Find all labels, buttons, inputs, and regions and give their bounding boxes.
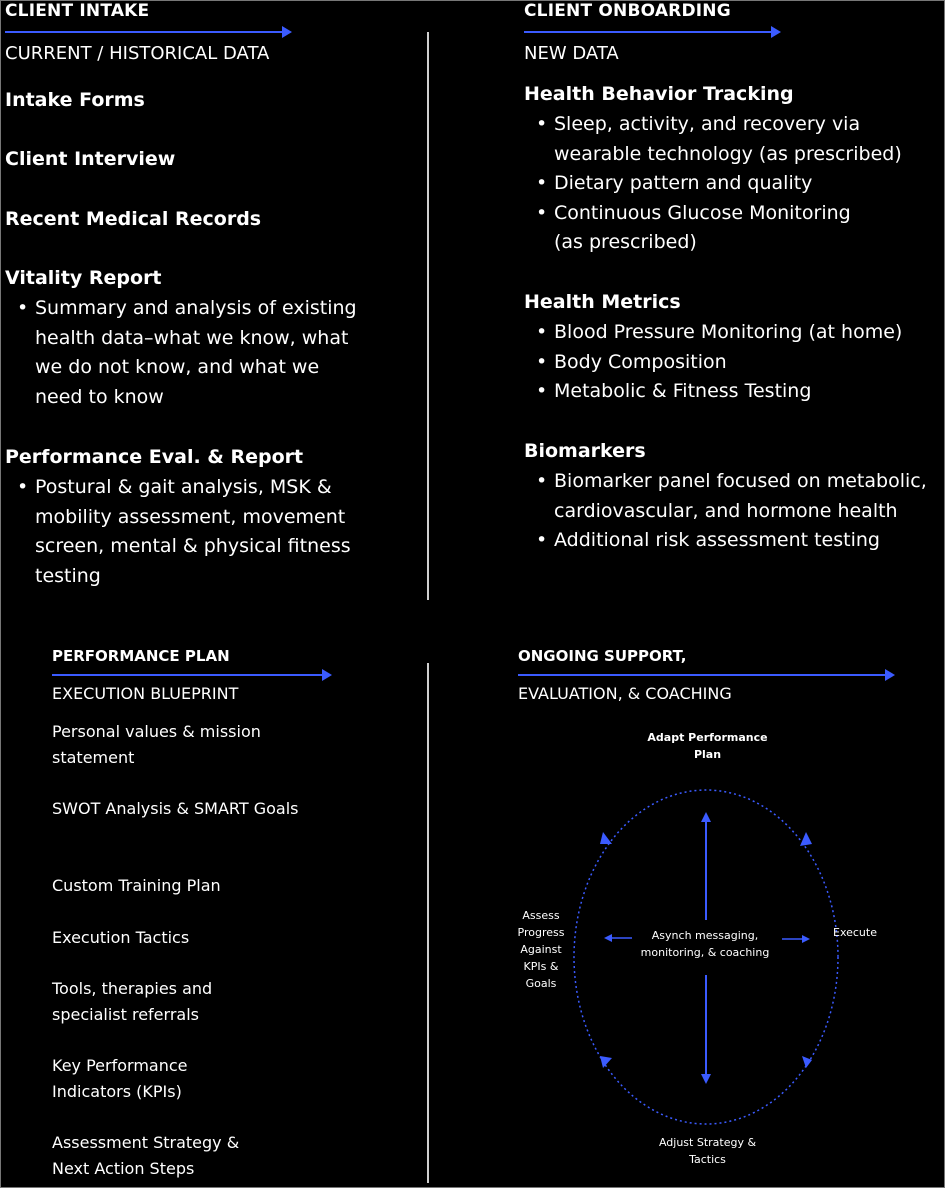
- performance-eval: Performance Eval. & Report: [5, 446, 304, 468]
- plan-item: Custom Training Plan: [52, 876, 221, 895]
- down-arrow-head: [701, 1074, 711, 1084]
- vitality-report: Vitality Report: [5, 267, 162, 289]
- metrics-bullets: [524, 318, 942, 407]
- plan-subtitle: EXECUTION BLUEPRINT: [52, 684, 239, 703]
- tracking-bullet: • Continuous Glucose Monitoring (as prescribed): [524, 199, 874, 258]
- bottom-divider: [427, 663, 429, 1183]
- tracking-bullet: • Dietary pattern and quality: [524, 169, 942, 199]
- performance-bullet: • Postural & gait analysis, MSK & mobility assessment, movement screen, mental & physical fitness testing: [5, 473, 370, 591]
- left-arrow-head: [604, 934, 612, 942]
- medical-records: Recent Medical Records: [5, 208, 262, 230]
- metrics-bullet: • Blood Pressure Monitoring (at home): [524, 318, 942, 348]
- plan-arrow: [52, 674, 330, 676]
- intake-arrow: [5, 31, 290, 33]
- support-arrow: [518, 674, 893, 676]
- plan-item: SWOT Analysis & SMART Goals: [52, 799, 299, 818]
- cycle-arrowhead: [800, 832, 812, 846]
- vitality-bullets: [5, 294, 370, 412]
- tracking-bullets: [524, 110, 942, 258]
- support-title: ONGOING SUPPORT,: [518, 647, 687, 665]
- biomarker-bullets: [524, 467, 942, 556]
- biomarkers-heading: Biomarkers: [524, 440, 646, 462]
- cycle-bottom-label: Adjust Strategy & Tactics: [658, 1136, 757, 1166]
- tracking-bullet: • Sleep, activity, and recovery via wearable technology (as prescribed): [524, 110, 942, 169]
- plan-title: PERFORMANCE PLAN: [52, 647, 230, 665]
- metrics-bullet: • Metabolic & Fitness Testing: [524, 377, 942, 407]
- top-divider: [427, 32, 429, 600]
- cycle-center-label: Asynch messaging, monitoring, & coaching: [640, 929, 770, 959]
- intake-title: CLIENT INTAKE: [5, 1, 150, 21]
- performance-bullets: [5, 473, 370, 591]
- onboarding-arrow: [524, 31, 779, 33]
- intake-forms: Intake Forms: [5, 89, 145, 111]
- plan-item: Execution Tactics: [52, 928, 190, 947]
- cycle-top-label: Adapt Performance Plan: [647, 731, 768, 761]
- biomarker-bullet: • Biomarker panel focused on metabolic, cardiovascular, and hormone health: [524, 467, 942, 526]
- intake-subtitle: CURRENT / HISTORICAL DATA: [5, 43, 270, 64]
- right-arrow-head: [802, 935, 810, 943]
- onboarding-title: CLIENT ONBOARDING: [524, 1, 731, 21]
- metrics-heading: Health Metrics: [524, 291, 681, 313]
- plan-item: Personal values & mission statement: [52, 722, 261, 767]
- plan-item: Key Performance Indicators (KPIs): [52, 1056, 188, 1101]
- support-subtitle: EVALUATION, & COACHING: [518, 684, 732, 703]
- client-interview: Client Interview: [5, 148, 176, 170]
- plan-item: Assessment Strategy & Next Action Steps: [52, 1133, 240, 1178]
- vitality-bullet: • Summary and analysis of existing health data–what we know, what we do not know, and what we need to know: [5, 294, 370, 412]
- cycle-left-label: Assess Progress Against KPIs & Goals: [517, 909, 565, 990]
- cycle-right-label: Execute: [833, 926, 877, 939]
- cycle-arrowhead: [600, 832, 612, 844]
- metrics-bullet: • Body Composition: [524, 348, 942, 378]
- plan-item: Tools, therapies and specialist referrals: [52, 979, 213, 1024]
- onboarding-subtitle: NEW DATA: [524, 43, 619, 64]
- tracking-heading: Health Behavior Tracking: [524, 83, 794, 105]
- up-arrow-head: [701, 812, 711, 822]
- biomarker-bullet: • Additional risk assessment testing: [524, 526, 942, 556]
